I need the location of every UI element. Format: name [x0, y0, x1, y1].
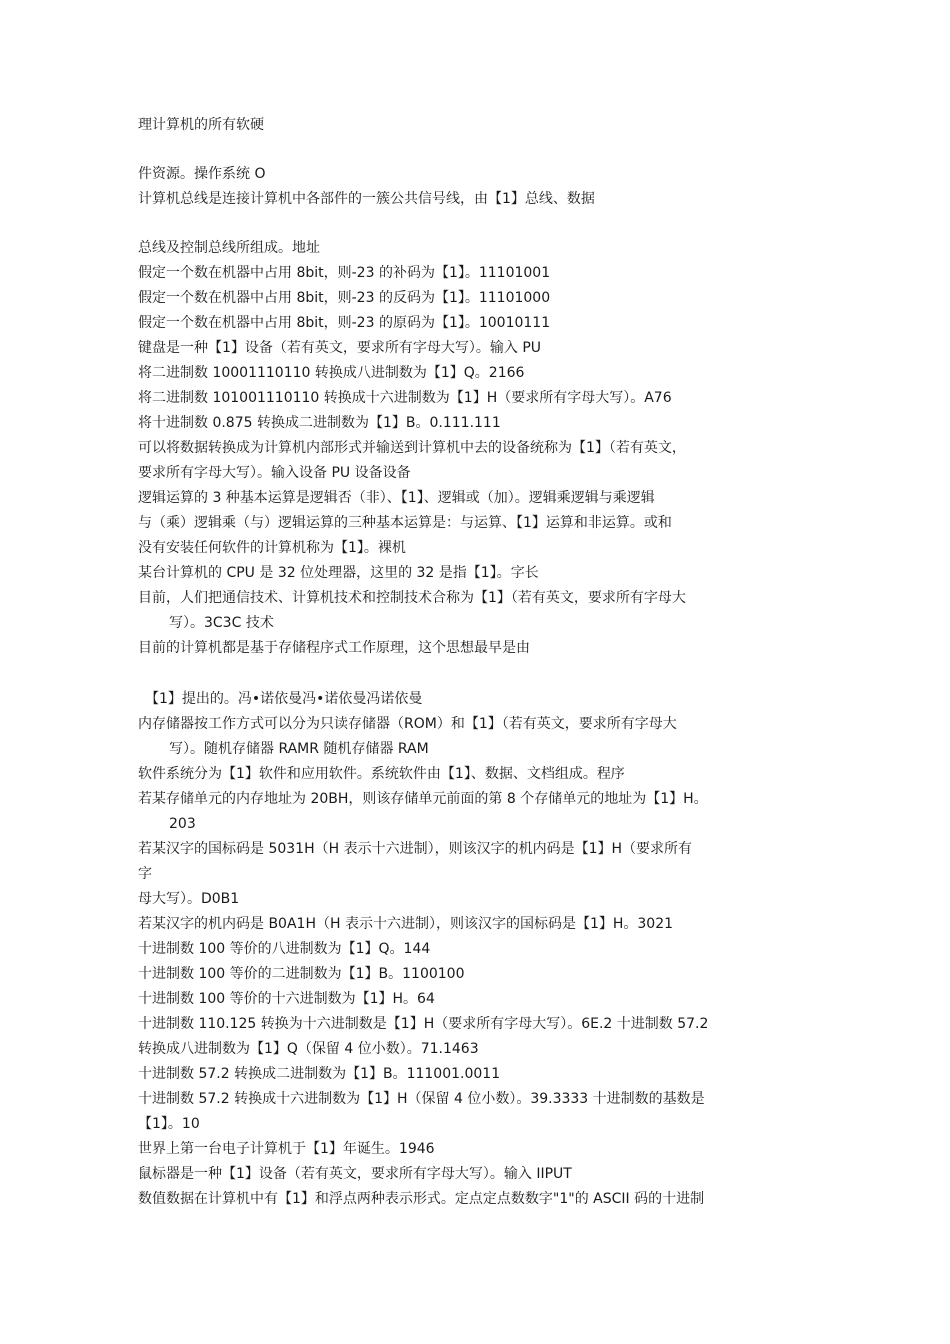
text-line: 目前的计算机都是基于存储程序式工作原理，这个思想最早是由: [138, 640, 530, 656]
text-line: 要求所有字母大写）。输入设备 PU 设备设备: [138, 465, 411, 481]
text-line: 理计算机的所有软硬: [138, 117, 264, 133]
text-line: 十进制数 100 等价的八进制数为【1】Q。144: [138, 941, 431, 957]
document-body: [138, 113, 818, 1212]
text-line: 计算机总线是连接计算机中各部件的一簇公共信号线，由【1】总线、数据: [138, 191, 595, 207]
text-line: 若某汉字的国标码是 5031H（H 表示十六进制），则该汉字的机内码是【1】H（要求所有: [138, 841, 693, 857]
text-line: 假定一个数在机器中占用 8bit，则-23 的反码为【1】。11101000: [138, 290, 551, 306]
text-line: 203: [169, 816, 196, 832]
text-line: 数值数据在计算机中有【1】和浮点两种表示形式。定点定点数数字"1"的 ASCII 码的十进制: [138, 1191, 705, 1207]
text-line: 十进制数 100 等价的二进制数为【1】B。1100100: [138, 966, 465, 982]
text-line: 鼠标器是一种【1】设备（若有英文，要求所有字母大写）。输入 IIPUT: [138, 1166, 572, 1182]
text-line: 十进制数 57.2 转换成二进制数为【1】B。111001.0011: [138, 1066, 501, 1082]
text-line: 若某汉字的机内码是 B0A1H（H 表示十六进制），则该汉字的国标码是【1】H。3021: [138, 916, 674, 932]
text-line: 若某存储单元的内存地址为 20BH，则该存储单元前面的第 8 个存储单元的地址为【1】H。: [138, 791, 708, 807]
text-line: 将二进制数 10001110110 转换成八进制数为【1】Q。2166: [138, 365, 525, 381]
text-line: 十进制数 100 等价的十六进制数为【1】H。64: [138, 991, 435, 1007]
text-line: 某台计算机的 CPU 是 32 位处理器，这里的 32 是指【1】。字长: [138, 565, 539, 581]
text-line: 逻辑运算的 3 种基本运算是逻辑否（非）、【1】、逻辑或（加）。逻辑乘逻辑与乘逻辑: [138, 490, 655, 506]
text-line: 转换成八进制数为【1】Q（保留 4 位小数）。71.1463: [138, 1041, 479, 1057]
text-line: 将十进制数 0.875 转换成二进制数为【1】B。0.111.111: [138, 415, 501, 431]
text-line: 内存储器按工作方式可以分为只读存储器（ROM）和【1】（若有英文，要求所有字母大: [138, 716, 677, 732]
text-line: 软件系统分为【1】软件和应用软件。系统软件由【1】、数据、文档组成。程序: [138, 766, 625, 782]
text-line: 件资源。操作系统 O: [138, 166, 266, 182]
text-line: 十进制数 110.125 转换为十六进制数是【1】H（要求所有字母大写）。6E.2 十进制数 57.2: [138, 1016, 709, 1032]
text-line: 与（乘）逻辑乘（与）逻辑运算的三种基本运算是：与运算、【1】运算和非运算。或和: [138, 515, 672, 531]
text-line: 假定一个数在机器中占用 8bit，则-23 的原码为【1】。10010111: [138, 315, 551, 331]
text-line: 键盘是一种【1】设备（若有英文，要求所有字母大写）。输入 PU: [138, 340, 542, 356]
text-line: 写）。3C3C 技术: [169, 615, 274, 631]
text-line: 将二进制数 101001110110 转换成十六进制数为【1】H（要求所有字母大写）。A76: [138, 390, 672, 406]
text-line: 没有安装任何软件的计算机称为【1】。裸机: [138, 540, 406, 556]
text-line: 字: [138, 866, 152, 882]
text-line: 母大写）。D0B1: [138, 891, 240, 907]
text-line: 假定一个数在机器中占用 8bit，则-23 的补码为【1】。11101001: [138, 265, 551, 281]
text-line: 可以将数据转换成为计算机内部形式并输送到计算机中去的设备统称为【1】（若有英文，: [138, 440, 686, 456]
text-line: 【1】提出的。冯•诺依曼冯•诺依曼冯诺依曼: [145, 691, 423, 707]
text-line: 目前，人们把通信技术、计算机技术和控制技术合称为【1】（若有英文，要求所有字母大: [138, 590, 686, 606]
text-line: 十进制数 57.2 转换成十六进制数为【1】H（保留 4 位小数）。39.3333 十进制数的基数是: [138, 1091, 705, 1107]
text-line: 总线及控制总线所组成。地址: [138, 240, 320, 256]
text-line: 写）。随机存储器 RAMR 随机存储器 RAM: [169, 741, 429, 757]
text-line: 世界上第一台电子计算机于【1】年诞生。1946: [138, 1141, 435, 1157]
text-line: 【1】。10: [138, 1116, 200, 1132]
